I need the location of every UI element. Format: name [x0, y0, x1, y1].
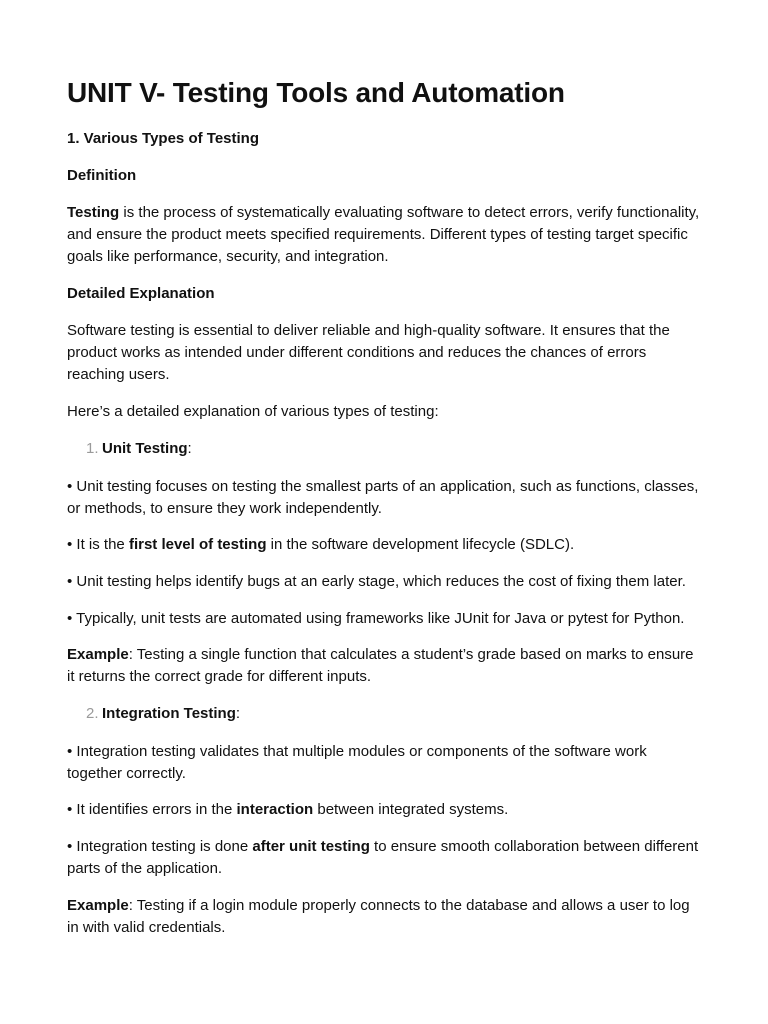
bullet-bold: interaction [236, 801, 314, 818]
bullet-text: • Typically, unit tests are automated using frameworks like JUnit for Java or pytest for Python. [67, 610, 685, 627]
list-number: 2. [86, 705, 99, 722]
bullet-bold: first level of testing [128, 536, 267, 553]
bullet-text: • Integration testing validates that multiple modules or components of the software work together correctly. [67, 743, 647, 782]
detailed-heading: Detailed Explanation [67, 285, 215, 302]
example-text: : Testing if a login module properly connects to the database and allows a user to log in with valid credentials. [67, 897, 690, 936]
bullet-paragraph [67, 741, 701, 785]
list-item [67, 703, 701, 725]
list-item-name: Integration Testing [102, 705, 236, 722]
bullet-text-end: to ensure smooth collaboration between different parts of the application. [67, 838, 699, 877]
list-item-colon: : [235, 705, 241, 722]
bullet-text-end: between integrated systems. [313, 801, 509, 818]
list-number: 1. [86, 440, 99, 457]
bullet-paragraph [67, 799, 701, 821]
list-item [67, 438, 701, 460]
example-paragraph [67, 895, 701, 939]
definition-heading: Definition [67, 167, 137, 184]
definition-text: is the process of systematically evaluating software to detect errors, verify functionality, and ensure the product meets specified requirements. Different types of testing target specific goals like performance, security, and integration. [67, 204, 700, 265]
definition-term: Testing [67, 204, 120, 221]
bullet-text-end: in the software development lifecycle (SDLC). [266, 536, 575, 553]
example-label: Example [67, 897, 129, 914]
example-label: Example [67, 646, 129, 663]
bullet-text: • Integration testing is done [67, 838, 253, 855]
list-item-colon: : [187, 440, 192, 457]
bullet-text: • Unit testing focuses on testing the smallest parts of an application, such as functions, classes, or methods, to ensure they work independently. [67, 478, 699, 517]
definition-paragraph [67, 202, 701, 268]
bullet-text: • It identifies errors in the [67, 801, 237, 818]
bullet-paragraph [67, 476, 701, 520]
bullet-paragraph [67, 534, 701, 556]
intro-paragraph: Here’s a detailed explanation of various types of testing: [67, 403, 439, 420]
detailed-paragraph: Software testing is essential to deliver reliable and high-quality software. It ensures that the product works as intended under different conditions and reduces the chances of errors reaching users. [67, 322, 670, 383]
page-title: UNIT V- Testing Tools and Automation [67, 77, 565, 108]
section-heading: 1. Various Types of Testing [67, 130, 259, 147]
bullet-bold: after unit testing [252, 838, 370, 855]
list-item-name: Unit Testing [102, 440, 188, 457]
bullet-text: • It is the [67, 536, 129, 553]
bullet-paragraph [67, 836, 701, 880]
example-paragraph [67, 644, 701, 688]
bullet-paragraph [67, 571, 701, 593]
example-text: : Testing a single function that calculates a student’s grade based on marks to ensure it returns the correct grade for different inputs. [67, 646, 694, 685]
bullet-paragraph [67, 608, 701, 630]
bullet-text: • Unit testing helps identify bugs at an early stage, which reduces the cost of fixing them later. [67, 573, 686, 590]
